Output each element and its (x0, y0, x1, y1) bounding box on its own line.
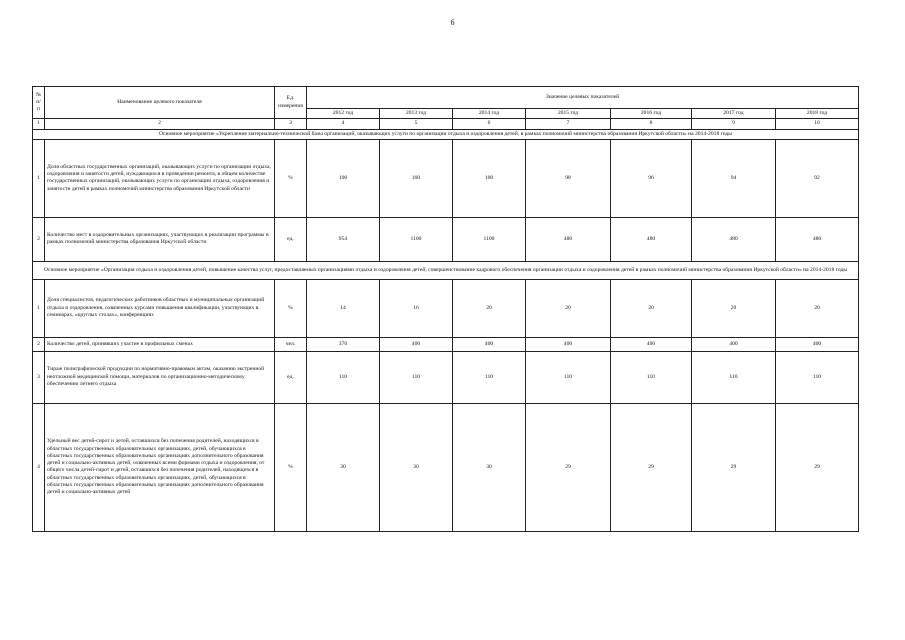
indicator-value: 110 (526, 351, 611, 403)
indicator-value: 370 (307, 337, 380, 351)
indicator-value: 29 (611, 403, 692, 531)
row-number: 2 (33, 217, 45, 261)
indicator-value: 96 (611, 139, 692, 217)
year-header: 2012 год (307, 109, 380, 119)
indicator-value: 954 (307, 217, 380, 261)
header-name: Наименование целевого показателя (45, 87, 275, 119)
table-row (33, 351, 859, 403)
indicator-value: 20 (526, 279, 611, 337)
column-number: 1 (33, 119, 45, 129)
row-number: 3 (33, 351, 45, 403)
indicator-value: 480 (526, 217, 611, 261)
indicator-value: 98 (526, 139, 611, 217)
table-row (33, 337, 859, 351)
indicator-value: 1100 (380, 217, 453, 261)
indicator-value: 400 (526, 337, 611, 351)
indicator-value: 29 (776, 403, 859, 531)
column-number: 6 (453, 119, 526, 129)
page-number: 6 (450, 18, 455, 27)
indicator-value: 100 (453, 139, 526, 217)
column-number: 10 (776, 119, 859, 129)
unit-of-measure: чел. (275, 337, 307, 351)
column-number: 8 (611, 119, 692, 129)
indicator-value: 30 (380, 403, 453, 531)
indicator-value: 92 (776, 139, 859, 217)
section2-title: Основное мероприятие «Организация отдыха и оздоровления детей, повышение качества услуг, предоставляемых организациями отдыха и оздоровления детей, совершенствование кадрового обеспечения организации отдыха и оздоровления детей в рамках полномочий министерства образования Иркутской области» на 2014-2018 годы (33, 261, 859, 279)
indicator-value: 20 (453, 279, 526, 337)
section1-rows (33, 139, 859, 261)
year-header: 2016 год (611, 109, 692, 119)
row-number: 1 (33, 279, 45, 337)
year-header: 2013 год (380, 109, 453, 119)
indicator-value: 29 (526, 403, 611, 531)
year-header: 2015 год (526, 109, 611, 119)
unit-of-measure: ед. (275, 217, 307, 261)
indicator-value: 20 (692, 279, 776, 337)
indicator-value: 110 (453, 351, 526, 403)
column-number: 7 (526, 119, 611, 129)
section2-rows (33, 279, 859, 531)
indicator-value: 400 (380, 337, 453, 351)
indicator-value: 94 (692, 139, 776, 217)
unit-of-measure: % (275, 139, 307, 217)
header-num: № п/п (33, 87, 45, 119)
indicator-value: 29 (692, 403, 776, 531)
indicator-value: 14 (307, 279, 380, 337)
indicator-value: 110 (307, 351, 380, 403)
table-row (33, 139, 859, 217)
row-number: 2 (33, 337, 45, 351)
indicator-value: 30 (307, 403, 380, 531)
indicator-name: Доля специалистов, педагогических работников областных и муниципальных организаций отдыха и оздоровления, охваченных курсами повышения квалификации, участвующих в семинарах, «круглых столах», конференциях (45, 279, 275, 337)
indicator-value: 100 (380, 139, 453, 217)
table-row (33, 279, 859, 337)
header-unit: Ед. измерения (275, 87, 307, 119)
column-number: 2 (45, 119, 275, 129)
indicator-value: 480 (611, 217, 692, 261)
indicator-name: Доля областных государственных организаций, оказывающих услуги по организации отдыха, оздоровления и занятости детей, нуждающихся в проведении ремонта, в общем количестве государственных организаций, оказывающих услуги по организации отдыха, оздоровления и занятости детей в рамках полномочий министерства образования Иркутской области (45, 139, 275, 217)
indicator-value: 480 (776, 217, 859, 261)
row-number: 4 (33, 403, 45, 531)
row-number: 1 (33, 139, 45, 217)
indicator-value: 16 (380, 279, 453, 337)
indicator-value: 30 (453, 403, 526, 531)
indicator-name: Количество детей, принявших участие в профильных сменах (45, 337, 275, 351)
column-number: 9 (692, 119, 776, 129)
year-header: 2014 год (453, 109, 526, 119)
indicator-value: 400 (692, 337, 776, 351)
column-number: 3 (275, 119, 307, 129)
unit-of-measure: % (275, 279, 307, 337)
year-header: 2017 год (692, 109, 776, 119)
indicator-value: 20 (611, 279, 692, 337)
header-values: Значение целевых показателей (307, 87, 859, 109)
target-indicators-table (32, 86, 859, 532)
indicator-value: 110 (611, 351, 692, 403)
indicator-value: 100 (307, 139, 380, 217)
column-number: 5 (380, 119, 453, 129)
indicator-value: 480 (692, 217, 776, 261)
indicator-value: 110 (692, 351, 776, 403)
indicator-value: 110 (380, 351, 453, 403)
table-row (33, 403, 859, 531)
indicator-value: 1100 (453, 217, 526, 261)
section1-title: Основное мероприятие «Укрепление материально-технической базы организаций, оказывающих услуги по организации отдыха и оздоровления детей, в рамках полномочий министерства образования Иркутской области» на 2014-2018 годы (33, 129, 859, 139)
year-header: 2018 год (776, 109, 859, 119)
unit-of-measure: % (275, 403, 307, 531)
unit-of-measure: ед. (275, 351, 307, 403)
column-numbers-row (33, 119, 859, 129)
indicator-value: 110 (776, 351, 859, 403)
indicator-value: 400 (611, 337, 692, 351)
indicator-value: 400 (453, 337, 526, 351)
indicator-name: Удельный вес детей-сирот и детей, оставшихся без попечения родителей, находящихся в областных государственных образовательных организациях, детей, обучающихся в областных государственных образовательных организациях дополнительного образования детей и социально-активных детей, охваченных всеми формами отдыха и оздоровления, от общего числа детей-сирот и детей, оставшихся без попечения родителей, находящихся в областных государственных образовательных организациях, детей, обучающихся в областных государственных образовательных организациях дополнительного образования детей и социально-активных детей (45, 403, 275, 531)
column-number: 4 (307, 119, 380, 129)
indicator-name: Тираж полиграфической продукции по нормативно-правовым актам, оказанию экстренной неотложной медицинской помощи, материалов по организационно-методическому обеспечению летнего отдыха (45, 351, 275, 403)
table-row (33, 217, 859, 261)
indicator-name: Количество мест в оздоровительных организациях, участвующих в реализации программы в рамках полномочий министерства образования Иркутской области (45, 217, 275, 261)
indicator-value: 20 (776, 279, 859, 337)
indicator-value: 400 (776, 337, 859, 351)
